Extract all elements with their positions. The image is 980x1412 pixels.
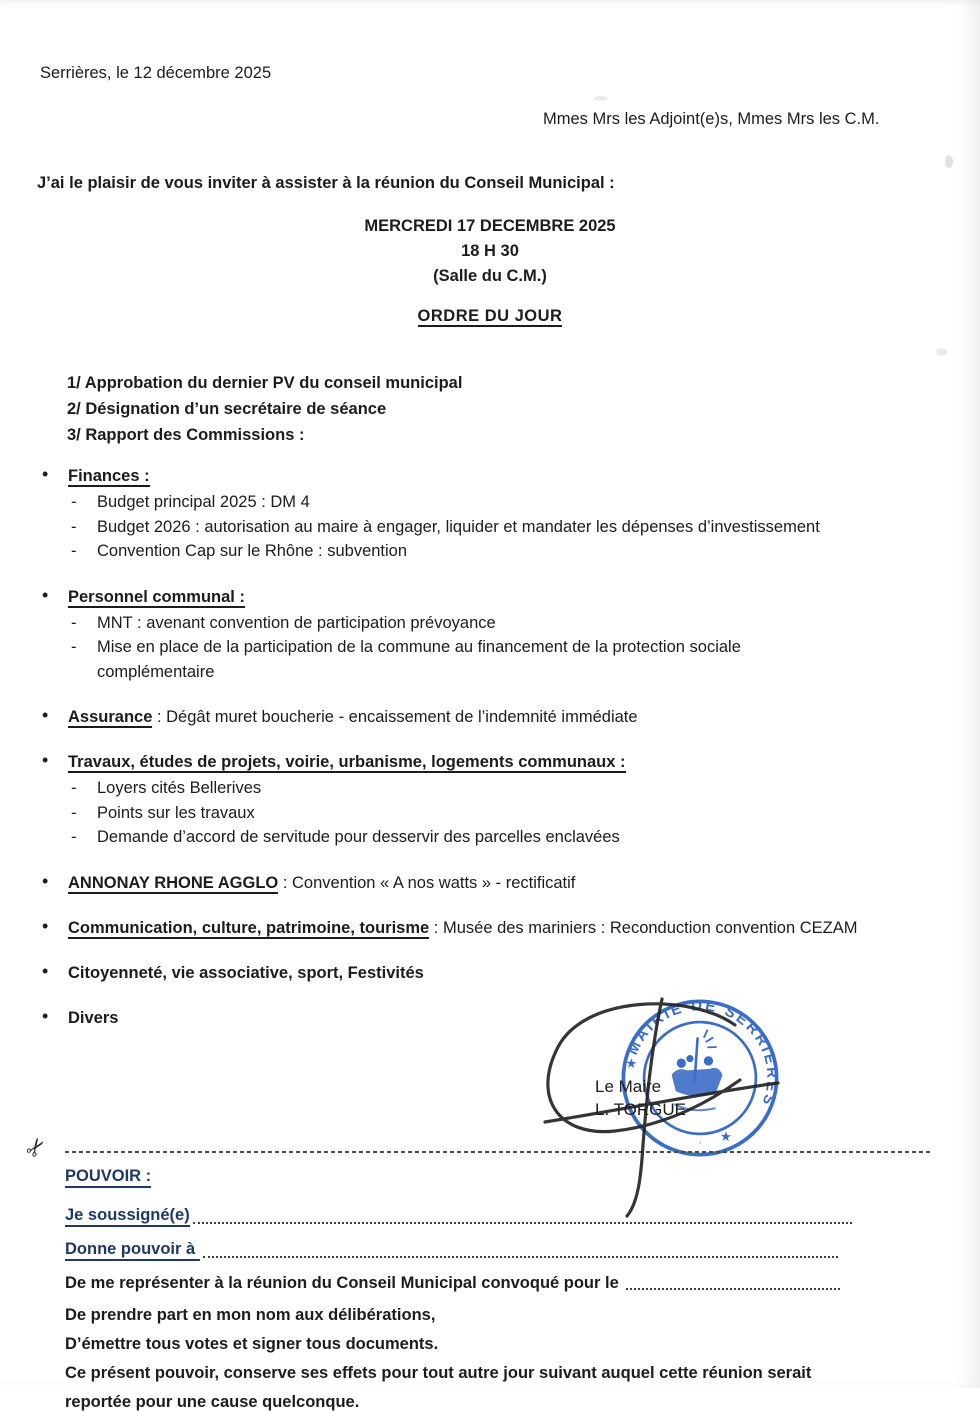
agenda-section bbox=[40, 916, 956, 940]
pouvoir-section bbox=[65, 1166, 931, 1412]
section-text: : Convention « A nos watts » - rectificatif bbox=[278, 873, 576, 892]
scan-artifact bbox=[594, 96, 608, 101]
section-heading: Divers bbox=[68, 1008, 119, 1027]
fill-in-dotted-line bbox=[626, 1288, 840, 1290]
scan-artifact bbox=[936, 348, 947, 356]
pouvoir-text-votes: D’émettre tous votes et signer tous documents. bbox=[65, 1335, 439, 1353]
meeting-time: 18 H 30 bbox=[461, 242, 519, 260]
section-heading: Citoyenneté, vie associative, sport, Festivités bbox=[68, 963, 424, 982]
agenda-title bbox=[0, 305, 980, 327]
agenda-subitem bbox=[68, 611, 956, 636]
pouvoir-label-soussigne: Je soussigné(e) bbox=[65, 1205, 190, 1227]
section-heading: Personnel communal : bbox=[68, 587, 245, 606]
svg-text:·: · bbox=[698, 1137, 703, 1149]
section-heading: ANNONAY RHONE AGGLO bbox=[68, 873, 279, 892]
agenda-title-text: ORDRE DU JOUR bbox=[417, 307, 563, 325]
agenda-subitem-text: Loyers cités Bellerives bbox=[97, 779, 262, 797]
agenda-subitem bbox=[68, 539, 956, 564]
agenda-subitem-text: Budget 2026 : autorisation au maire à engager, liquider et mandater les dépenses d’investissement bbox=[97, 517, 820, 536]
pouvoir-label-representer: De me représenter à la réunion du Conseil Municipal convoqué pour le bbox=[65, 1274, 624, 1292]
agenda-section bbox=[40, 585, 956, 685]
stamp-text: MAIRIE DE SERRIERES bbox=[624, 997, 781, 1110]
pouvoir-text-reportee: reportée pour une cause quelconque. bbox=[65, 1393, 360, 1411]
svg-text:★: ★ bbox=[624, 1055, 638, 1072]
section-text: : Musée des mariniers : Reconduction convention CEZAM bbox=[429, 918, 858, 937]
section-heading: Assurance bbox=[68, 708, 153, 726]
agenda-subitem bbox=[68, 515, 956, 540]
pouvoir-text-effets: Ce présent pouvoir, conserve ses effets pour tout autre jour suivant auquel cette réunion serait bbox=[65, 1364, 812, 1382]
section-heading-row bbox=[68, 750, 956, 774]
meeting-date: MERCREDI 17 DECEMBRE 2025 bbox=[364, 217, 616, 235]
agenda-subitem-text: Demande d’accord de servitude pour desservir des parcelles enclavées bbox=[97, 828, 620, 846]
agenda-subitem bbox=[68, 490, 956, 515]
section-heading-row bbox=[68, 916, 956, 940]
svg-text:★: ★ bbox=[719, 1128, 733, 1145]
agenda-subitem-text: Budget principal 2025 : DM 4 bbox=[97, 493, 310, 511]
agenda-section bbox=[40, 705, 956, 729]
agenda-subitem bbox=[68, 801, 956, 826]
pouvoir-text-deliberations: De prendre part en mon nom aux délibérations, bbox=[65, 1306, 436, 1324]
section-heading: Communication, culture, patrimoine, tourisme bbox=[68, 918, 430, 937]
letter-intro: J’ai le plaisir de vous inviter à assister à la réunion du Conseil Municipal : bbox=[37, 174, 615, 192]
letter-date: Serrières, le 12 décembre 2025 bbox=[40, 64, 272, 82]
agenda-subitem-text: Convention Cap sur le Rhône : subvention bbox=[97, 542, 408, 560]
numbered-item: 3/ Rapport des Commissions : bbox=[67, 426, 305, 444]
signature-name: L. TORGUE bbox=[595, 1100, 687, 1119]
section-heading-row bbox=[68, 871, 956, 895]
numbered-item: 2/ Désignation d’un secrétaire de séance bbox=[67, 400, 387, 418]
cut-line bbox=[65, 1151, 930, 1153]
agenda-subitem-text: Points sur les travaux bbox=[97, 803, 255, 822]
scan-artifact bbox=[945, 155, 953, 168]
pouvoir-title: POUVOIR : bbox=[65, 1166, 151, 1188]
agenda-section bbox=[40, 750, 956, 850]
section-heading-row bbox=[68, 585, 956, 609]
signature-role: Le Maire bbox=[595, 1077, 662, 1096]
agenda-section bbox=[40, 871, 956, 895]
agenda-subitem-text: Mise en place de la participation de la commune au financement de la protection sociale complémentaire bbox=[97, 638, 741, 681]
numbered-item: 1/ Approbation du dernier PV du conseil municipal bbox=[67, 374, 463, 392]
agenda-sections bbox=[40, 464, 956, 1051]
signature-block bbox=[525, 980, 825, 1240]
section-heading-row bbox=[68, 705, 956, 729]
pouvoir-line-donne-pouvoir bbox=[65, 1239, 838, 1261]
agenda-subitem bbox=[68, 776, 956, 801]
scissors-icon bbox=[22, 1133, 52, 1162]
agenda-section bbox=[40, 464, 956, 564]
section-heading: Travaux, études de projets, voirie, urbanisme, logements communaux : bbox=[68, 753, 626, 771]
section-heading: Finances : bbox=[68, 467, 150, 485]
letter-recipients: Mmes Mrs les Adjoint(e)s, Mmes Mrs les C.M. bbox=[543, 110, 880, 128]
agenda-subitem bbox=[68, 635, 956, 684]
agenda-subitem bbox=[68, 825, 956, 850]
agenda-subitem-text: MNT : avenant convention de participation prévoyance bbox=[97, 613, 496, 632]
section-text: : Dégât muret boucherie - encaissement de l’indemnité immédiate bbox=[152, 708, 638, 726]
fill-in-dotted-line bbox=[203, 1256, 838, 1258]
pouvoir-label-donne-pouvoir: Donne pouvoir à bbox=[65, 1239, 200, 1261]
meeting-block bbox=[0, 214, 980, 289]
section-heading-row bbox=[68, 464, 956, 488]
signature-ink bbox=[530, 985, 800, 1235]
meeting-location: (Salle du C.M.) bbox=[433, 267, 547, 285]
pouvoir-line-representer bbox=[65, 1273, 840, 1293]
numbered-items bbox=[67, 370, 462, 448]
